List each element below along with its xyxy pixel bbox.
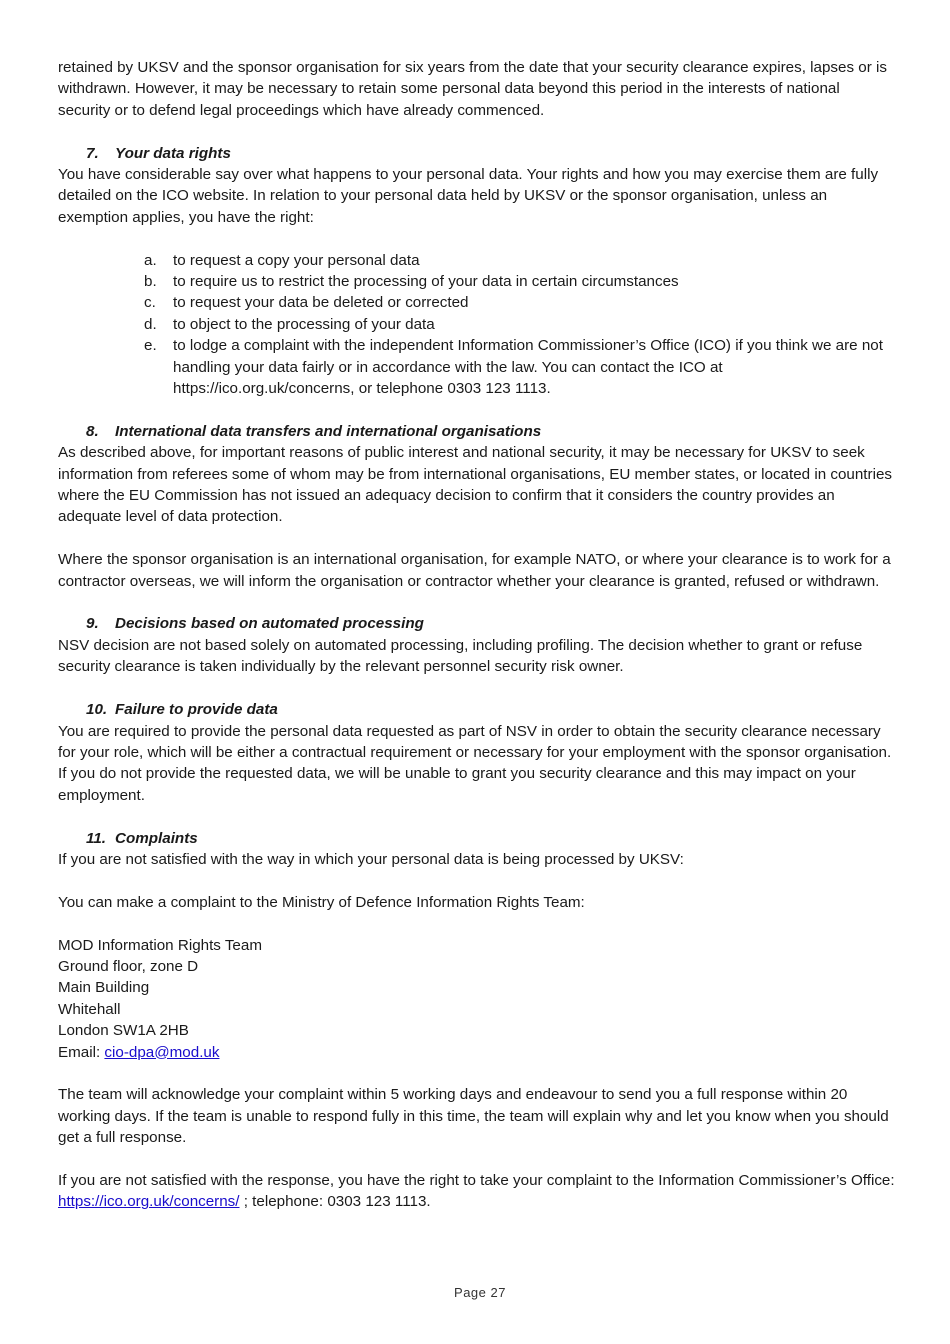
document-page bbox=[58, 57, 896, 1213]
section-10-body: You are required to provide the personal data requested as part of NSV in order to obtain the security clearance necessary for your role, which will be either a contractual requirement or necessary for your employment with the sponsor organisation. If you do not provide the requested data, we will be unable to grant you security clearance and this may impact on your employment. bbox=[58, 722, 892, 804]
list-item-text: to request a copy your personal data bbox=[173, 251, 420, 269]
section-9-heading bbox=[86, 613, 896, 634]
address-line: Whitehall bbox=[58, 1000, 121, 1018]
list-item bbox=[144, 292, 896, 313]
section-8-paragraph-2: Where the sponsor organisation is an international organisation, for example NATO, or where your clearance is to work for a contractor overseas, we will inform the organisation or contractor whether your clearance is granted, refused or withdrawn. bbox=[58, 551, 891, 590]
list-item-text: to require us to restrict the processing of your data in certain circumstances bbox=[173, 273, 679, 291]
list-marker: d. bbox=[144, 315, 157, 333]
section-title: Complaints bbox=[115, 829, 198, 847]
section-number: 11. bbox=[86, 829, 106, 847]
list-item bbox=[144, 250, 896, 271]
list-marker: c. bbox=[144, 294, 156, 312]
list-item bbox=[144, 271, 896, 292]
section-number: 9. bbox=[86, 615, 99, 633]
section-title: Your data rights bbox=[115, 144, 231, 162]
ico-concerns-link[interactable]: https://ico.org.uk/concerns/ bbox=[58, 1193, 240, 1211]
list-item-text: to lodge a complaint with the independent Information Commissioner’s Office (ICO) if you think we are not handling your data fairly or in accordance with the law. You can contact the ICO at https://ico.org.uk/concerns, or telephone 0303 123 1113. bbox=[173, 337, 883, 398]
list-item bbox=[144, 335, 896, 399]
section-11-paragraph-2: You can make a complaint to the Ministry of Defence Information Rights Team: bbox=[58, 893, 585, 911]
section-9-body: NSV decision are not based solely on automated processing, including profiling. The decision whether to grant or refuse security clearance is taken individually by the relevant personnel security risk owner. bbox=[58, 636, 863, 676]
intro-paragraph: retained by UKSV and the sponsor organisation for six years from the date that your security clearance expires, lapses or is withdrawn. However, it may be necessary to retain some personal data beyond this period in the interests of national security or to defend legal proceedings which have already commenced. bbox=[58, 59, 887, 119]
section-title: Failure to provide data bbox=[115, 701, 278, 719]
list-item-text: to request your data be deleted or corrected bbox=[173, 294, 469, 312]
section-number: 8. bbox=[86, 422, 99, 440]
section-title: International data transfers and international organisations bbox=[115, 422, 542, 440]
list-marker: e. bbox=[144, 337, 157, 355]
section-7-heading bbox=[86, 143, 896, 164]
address-line: London SW1A 2HB bbox=[58, 1022, 189, 1040]
section-11-heading bbox=[86, 828, 896, 849]
section-7-body: You have considerable say over what happens to your personal data. Your rights and how you may exercise them are fully detailed on the ICO website. In relation to your personal data held by UKSV or the sponsor organisation, unless an exemption applies, you have the right: bbox=[58, 166, 879, 226]
section-10-heading bbox=[86, 699, 896, 720]
section-8-heading bbox=[86, 421, 896, 442]
page-number: Page 27 bbox=[454, 1285, 506, 1300]
address-line: MOD Information Rights Team bbox=[58, 936, 262, 954]
rights-list bbox=[58, 250, 896, 400]
section-11-paragraph-1: If you are not satisfied with the way in which your personal data is being processed by UKSV: bbox=[58, 850, 684, 868]
section-11-paragraph-3: The team will acknowledge your complaint within 5 working days and endeavour to send you a full response within 20 working days. If the team is unable to respond fully in this time, the team will explain why and let you know when you should get a full response. bbox=[58, 1086, 889, 1147]
section-number: 7. bbox=[86, 144, 99, 162]
list-marker: a. bbox=[144, 251, 157, 269]
paragraph-text: If you are not satisfied with the response, you have the right to take your complaint to the Information Commissioner’s Office: bbox=[58, 1171, 895, 1189]
list-item-text: to object to the processing of your data bbox=[173, 315, 435, 333]
list-marker: b. bbox=[144, 273, 157, 291]
section-8-paragraph-1: As described above, for important reasons of public interest and national security, it may be necessary for UKSV to seek information from referees some of whom may be from international organisations, EU member states, or located in countries where the EU Commission has not issued an adequacy decision to confirm that it considers the country provides an adequate level of data protection. bbox=[58, 444, 892, 526]
postal-address bbox=[58, 935, 896, 1063]
email-label: Email: bbox=[58, 1043, 105, 1061]
address-line: Ground floor, zone D bbox=[58, 957, 199, 975]
paragraph-text: ; telephone: 0303 123 1113. bbox=[239, 1193, 431, 1211]
section-title: Decisions based on automated processing bbox=[115, 615, 424, 633]
email-link[interactable]: cio-dpa@mod.uk bbox=[104, 1043, 220, 1061]
email-line bbox=[58, 1042, 896, 1063]
address-line: Main Building bbox=[58, 979, 150, 997]
section-11-paragraph-4 bbox=[58, 1170, 896, 1213]
list-item bbox=[144, 314, 896, 335]
section-number: 10. bbox=[86, 701, 108, 719]
